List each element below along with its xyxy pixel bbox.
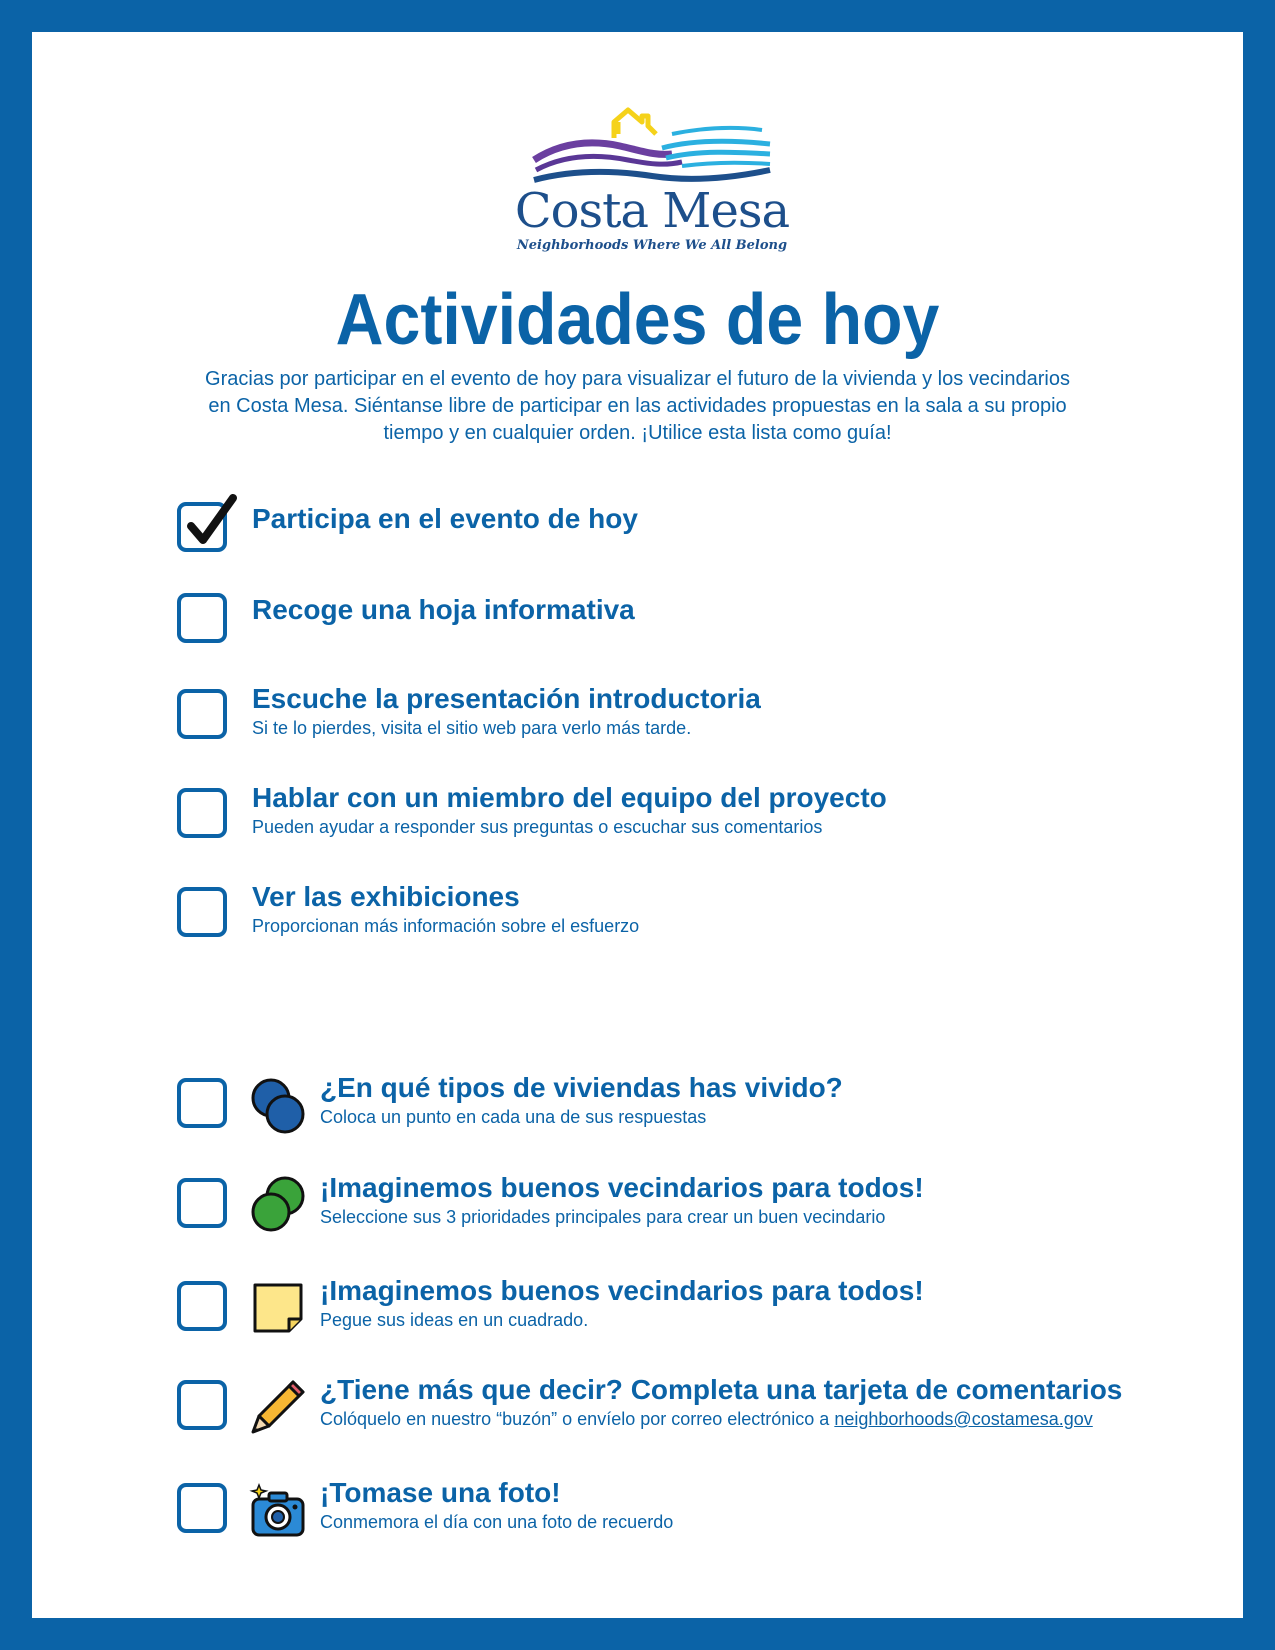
- checklist-item: [177, 881, 1217, 957]
- checklist-item: [177, 1072, 1217, 1148]
- item-title: ¡Imaginemos buenos vecindarios para todos!: [320, 1172, 924, 1203]
- checkbox[interactable]: [177, 1078, 227, 1128]
- checklist-item: [177, 1374, 1217, 1450]
- logo-name: Costa Mesa: [514, 183, 790, 239]
- logo-tagline: Neighborhoods Where We All Belong: [516, 238, 788, 253]
- checklist-item: [177, 1477, 1217, 1553]
- item-title: ¿En qué tipos de viviendas has vivido?: [320, 1072, 843, 1103]
- checkbox[interactable]: [177, 1483, 227, 1533]
- checklist-item: [177, 782, 1217, 858]
- item-subtitle-text: Colóquelo en nuestro “buzón” o envíelo por correo electrónico a: [320, 1409, 830, 1429]
- item-subtitle: Proporcionan más información sobre el esfuerzo: [252, 916, 640, 936]
- item-subtitle: Pueden ayudar a responder sus preguntas o escuchar sus comentarios: [252, 817, 823, 837]
- item-title: Ver las exhibiciones: [252, 881, 520, 912]
- item-subtitle: Pegue sus ideas en un cuadrado.: [320, 1310, 589, 1330]
- checklist-item: [177, 502, 1217, 572]
- item-subtitle: Seleccione sus 3 prioridades principales para crear un buen vecindario: [320, 1207, 886, 1227]
- checkbox[interactable]: [177, 1281, 227, 1331]
- item-title: ¡Imaginemos buenos vecindarios para todos!: [320, 1275, 924, 1306]
- checkbox[interactable]: [177, 1380, 227, 1430]
- email-link[interactable]: neighborhoods@costamesa.gov: [834, 1409, 1093, 1429]
- item-title: ¡Tomase una foto!: [320, 1477, 561, 1508]
- item-title: Escuche la presentación introductoria: [252, 683, 761, 714]
- checkbox[interactable]: [177, 887, 227, 937]
- checkbox[interactable]: [177, 788, 227, 838]
- costa-mesa-logo: [502, 96, 802, 266]
- checklist-item: [177, 1275, 1217, 1351]
- intro-paragraph: Gracias por participar en el evento de hoy para visualizar el futuro de la vivienda y los vecindarios en Costa Mesa. Siéntanse libre de participar en las actividades propuestas en la sala a su propio tiempo y en cualquier orden. ¡Utilice esta lista como guía!: [205, 368, 1070, 444]
- logo-waves-house-icon: [532, 96, 772, 191]
- checkbox-checked[interactable]: [177, 502, 227, 552]
- item-subtitle: Conmemora el día con una foto de recuerdo: [320, 1512, 674, 1532]
- green-dots-icon: [249, 1176, 307, 1234]
- sticky-note-icon: [249, 1279, 307, 1337]
- page-title: Actividades de hoy: [335, 280, 940, 360]
- item-title: ¿Tiene más que decir? Completa una tarjeta de comentarios: [320, 1374, 1123, 1405]
- checklist-item: [177, 1172, 1217, 1248]
- camera-icon: [249, 1481, 307, 1539]
- item-title: Recoge una hoja informativa: [252, 594, 635, 625]
- checklist-item: [177, 683, 1217, 759]
- item-subtitle: [320, 1408, 1093, 1430]
- item-subtitle: Coloca un punto en cada una de sus respuestas: [320, 1107, 707, 1127]
- checkbox[interactable]: [177, 1178, 227, 1228]
- item-subtitle: Si te lo pierdes, visita el sitio web para verlo más tarde.: [252, 718, 692, 738]
- checkmark-icon: [183, 492, 239, 552]
- checkbox[interactable]: [177, 689, 227, 739]
- checklist-item: [177, 593, 1217, 663]
- item-title: Hablar con un miembro del equipo del proyecto: [252, 782, 887, 813]
- item-title: Participa en el evento de hoy: [252, 503, 638, 534]
- checkbox[interactable]: [177, 593, 227, 643]
- pencil-icon: [249, 1378, 307, 1436]
- blue-dots-icon: [249, 1076, 307, 1134]
